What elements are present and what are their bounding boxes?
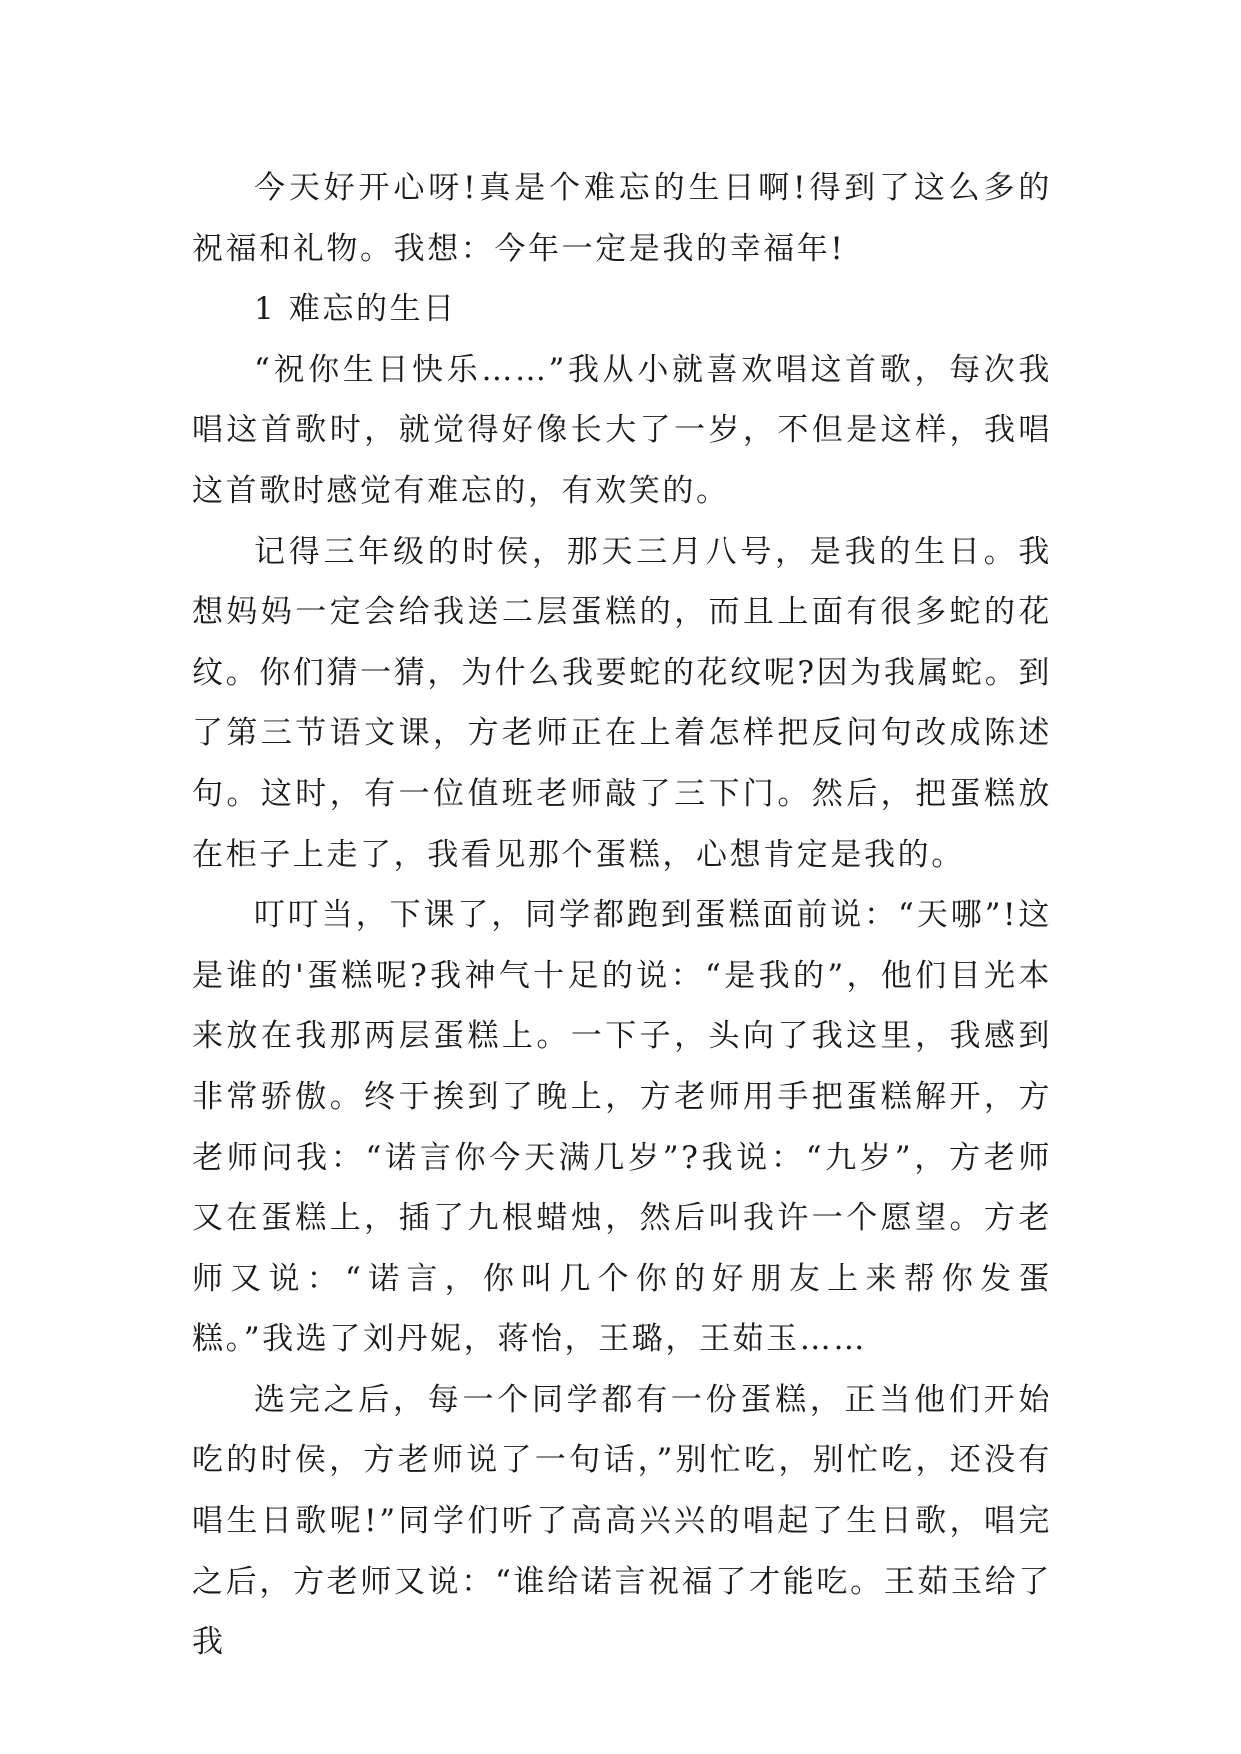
paragraph-intro: 今天好开心呀!真是个难忘的生日啊!得到了这么多的祝福和礼物。我想：今年一定是我的幸福年! — [192, 170, 1052, 267]
paragraph: 叮叮当，下课了，同学都跑到蛋糕面前说：“天哪”!这是谁的'蛋糕呢?我神气十足的说：“是我的”，他们目光本来放在我那两层蛋糕上。一下子，头向了我这里，我感到非常骄傲。终于挨到了晚上，方老师用手把蛋糕解开，方老师问我：“诺言你今天满几岁”?我说：“九岁”，方老师又在蛋糕上，插了九根蜡烛，然后叫我许一个愿望。方老师又说：“诺言，你叫几个你的好朋友上来帮你发蛋糕。”我选了刘丹妮，蒋怡，王璐，王茹玉…… — [192, 897, 1052, 1358]
document-body — [192, 158, 1052, 1673]
section-heading: 1 难忘的生日 — [254, 291, 457, 328]
paragraph: “祝你生日快乐……”我从小就喜欢唱这首歌，每次我唱这首歌时，就觉得好像长大了一岁，不但是这样，我唱这首歌时感觉有难忘的，有欢笑的。 — [192, 351, 1052, 509]
paragraph: 选完之后，每一个同学都有一份蛋糕，正当他们开始吃的时侯，方老师说了一句话，”别忙吃，别忙吃，还没有唱生日歌呢!”同学们听了高高兴兴的唱起了生日歌，唱完之后，方老师又说：“谁给诺言祝福了才能吃。王茹玉给了我 — [192, 1381, 1052, 1661]
paragraph: 记得三年级的时侯，那天三月八号，是我的生日。我想妈妈一定会给我送二层蛋糕的，而且上面有很多蛇的花纹。你们猜一猜，为什么我要蛇的花纹呢?因为我属蛇。到了第三节语文课，方老师正在上着怎样把反问句改成陈述句。这时，有一位值班老师敲了三下门。然后，把蛋糕放在柜子上走了，我看见那个蛋糕，心想肯定是我的。 — [192, 533, 1052, 873]
